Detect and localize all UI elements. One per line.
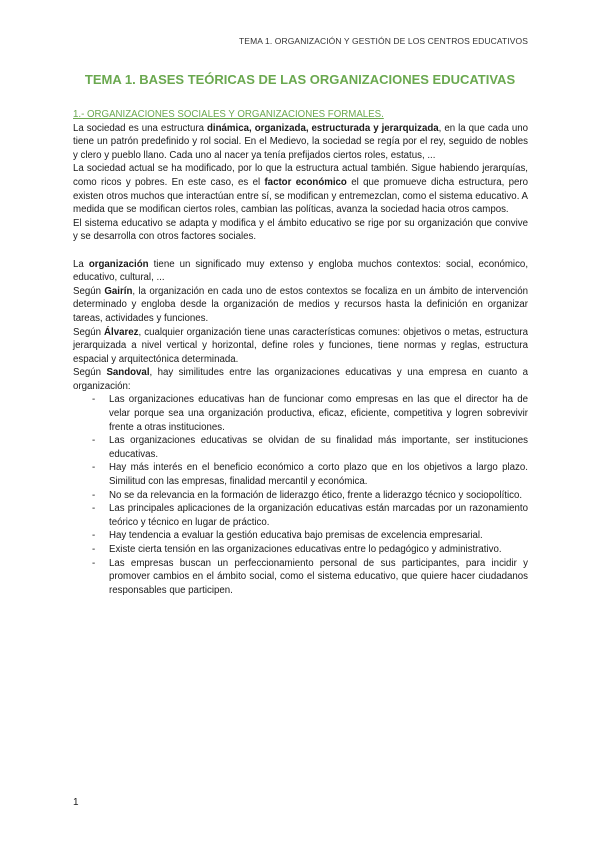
bold-term: Sandoval (106, 367, 150, 379)
text-run: el que promueve dicha estructura, pero existen otros muchos que interactúan entre sí, se modifican y entremezclan, como el sistema educativo. A medida que se modifican ciertos roles, cambian las políticas, avanza la sociedad hacia otros campos. (73, 176, 528, 216)
text-run: , cualquier organización tiene unas características comunes: objetivos o metas, estructura jerarquizada a nivel vertical y horizontal, define roles y funciones, tiene normas y reglas, estructura espacial y arquitectónica determinada. (73, 326, 528, 365)
bold-term: organización (88, 258, 149, 270)
list-item: - Hay tendencia a evaluar la gestión educativa bajo premisas de excelencia empresarial. (73, 529, 528, 543)
list-item: - Las organizaciones educativas se olvidan de su finalidad más importante, ser instituciones educativas. (73, 434, 528, 461)
bold-term: dinámica, organizada, estructurada y jerarquizada (207, 122, 439, 134)
text-run: La sociedad actual se ha modificado, por lo que la estructura actual también. Sigue habiendo jerarquías, como ricos y pobres. En este caso, es el (73, 163, 528, 188)
running-header: TEMA 1. ORGANIZACIÓN Y GESTIÓN DE LOS CENTROS EDUCATIVOS (239, 36, 528, 46)
paragraph-2 (73, 162, 528, 216)
bold-term: Gairín (104, 285, 133, 297)
list-item: - No se da relevancia en la formación de liderazgo ético, frente a liderazgo técnico y sociopolítico. (73, 489, 528, 503)
list-item: - Las empresas buscan un perfeccionamiento personal de sus participantes, para incidir y promover cambios en el ámbito social, como el sistema educativo, que quiere hacer ciudadanos responsables que participen. (73, 557, 528, 598)
section-heading: 1.- ORGANIZACIONES SOCIALES Y ORGANIZACIONES FORMALES. (73, 109, 384, 120)
list-item: - Existe cierta tensión en las organizaciones educativas entre lo pedagógico y administrativo. (73, 543, 528, 557)
text-run: Según (73, 285, 105, 297)
paragraph-5 (73, 285, 528, 326)
list-item: - Las principales aplicaciones de la organización educativas están marcadas por un razonamiento teórico y técnico en lugar de práctico. (73, 502, 528, 529)
text-run: , en la que cada uno tiene un patrón predefinido y rol social. En el Medievo, la sociedad se regía por el rey, seguido de nobles y clero y pueblo llano. Cada uno al nacer ya tenía prefijados ciertos roles, estatus, ... (73, 122, 528, 161)
page-title: TEMA 1. BASES TEÓRICAS DE LAS ORGANIZACIONES EDUCATIVAS (84, 72, 516, 87)
paragraph-6 (73, 326, 528, 367)
text-run: tiene un significado muy extenso y engloba muchos contextos: social, económico, educativo, cultural, ... (73, 258, 529, 284)
list-item: - Las organizaciones educativas han de funcionar como empresas en las que el director ha de velar porque sea una organización productiva, eficaz, eficiente, competitiva y logren sobrevivir frente a otras instituciones. (73, 393, 528, 434)
text-run: , la organización en cada uno de estos contextos se focaliza en un ámbito de intervención determinado y engloba desde la organización de medios y recursos hasta la definición en organizar tareas, actividades y funciones. (73, 285, 528, 324)
document-body (73, 108, 528, 597)
bold-term: factor económico (264, 176, 347, 188)
paragraph-3: El sistema educativo se adapta y modifica y el ámbito educativo se rige por su organización que convive y se desarrolla con otros factores sociales. (73, 217, 528, 243)
paragraph-7 (73, 366, 528, 393)
text-run: La (73, 258, 89, 270)
text-run: La sociedad es una estructura (73, 122, 208, 134)
page-number: 1 (73, 797, 79, 808)
paragraph-4 (73, 258, 528, 285)
text-run: Según (73, 326, 105, 338)
text-run: , hay similitudes entre las organizaciones educativas y una empresa en cuanto a organización: (73, 367, 528, 392)
list-item: - Hay más interés en el beneficio económico a corto plazo que en los objetivos a largo plazo. Similitud con las empresas, finalidad mercantil y económica. (73, 461, 528, 488)
paragraph-1 (73, 122, 528, 163)
text-run: Según (73, 367, 107, 379)
bullet-list (73, 393, 528, 597)
bold-term: Álvarez (104, 326, 139, 338)
paragraph-gap (73, 244, 528, 258)
